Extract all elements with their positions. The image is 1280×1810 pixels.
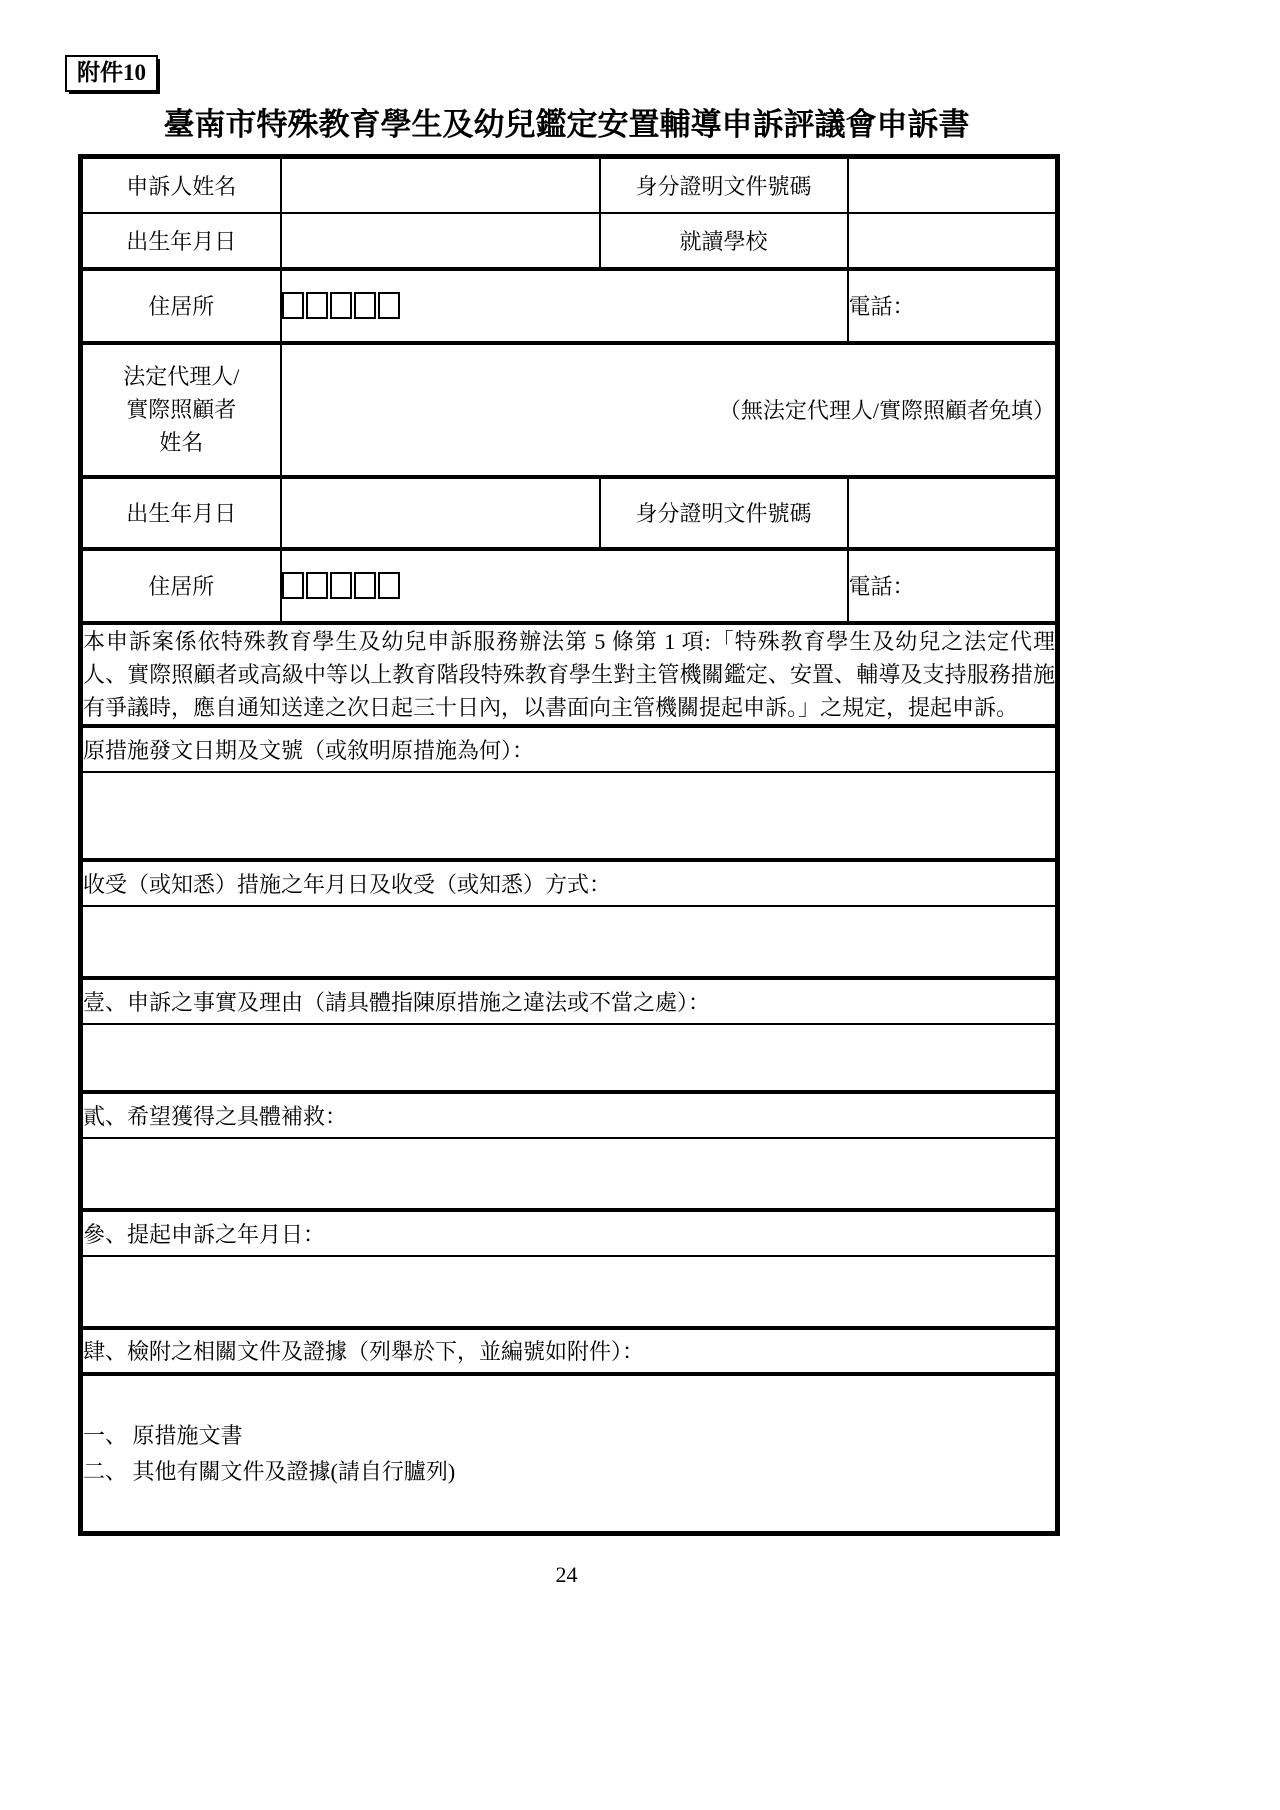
appellant-name-label: 申訴人姓名: [81, 157, 281, 213]
postal-code-boxes: [282, 292, 847, 319]
table-row: [81, 213, 1058, 269]
birthdate-label: 出生年月日: [81, 213, 281, 269]
table-row: [81, 978, 1058, 1024]
attachment-tag: 附件10: [65, 55, 158, 92]
table-row: [81, 549, 1058, 623]
section-header-remedy: 貳、希望獲得之具體補救：: [81, 1092, 1058, 1138]
guardian-note: （無法定代理人/實際照顧者免填）: [718, 398, 1055, 424]
appeal-date-field[interactable]: [81, 1256, 1058, 1328]
remedy-field[interactable]: [81, 1138, 1058, 1210]
page-title: 臺南市特殊教育學生及幼兒鑑定安置輔導申訴評議會申訴書: [163, 107, 970, 143]
table-row: [81, 623, 1058, 726]
appellant-name-field[interactable]: [281, 157, 600, 213]
id-number-field[interactable]: [848, 157, 1058, 213]
postal-code-box[interactable]: [330, 292, 352, 319]
id-number-label: 身分證明文件號碼: [600, 157, 848, 213]
guardian-name-label: [81, 343, 281, 477]
table-row: [81, 906, 1058, 978]
postal-code-box[interactable]: [354, 572, 376, 599]
guardian-name-label-line: 實際照顧者: [126, 397, 237, 423]
postal-code-box[interactable]: [378, 292, 400, 319]
postal-code-box[interactable]: [282, 292, 304, 319]
table-row: [81, 772, 1058, 860]
guardian-residence-label: 住居所: [81, 549, 281, 623]
postal-code-box[interactable]: [378, 572, 400, 599]
original-measure-field[interactable]: [81, 772, 1058, 860]
postal-code-box[interactable]: [306, 292, 328, 319]
table-row: [81, 1374, 1058, 1534]
table-row: [81, 1256, 1058, 1328]
postal-code-box[interactable]: [354, 292, 376, 319]
birthdate-field[interactable]: [281, 213, 600, 269]
page-number: 24: [555, 1562, 578, 1588]
section-header-attachments: 肆、檢附之相關文件及證據（列舉於下，並編號如附件）：: [81, 1328, 1058, 1374]
school-field[interactable]: [848, 213, 1058, 269]
table-row: [81, 269, 1058, 343]
attachments-list-field[interactable]: [81, 1374, 1058, 1534]
appeal-form-table: [78, 154, 1060, 1536]
guardian-birthdate-field[interactable]: [281, 477, 600, 549]
table-row: [81, 1138, 1058, 1210]
section-header-appeal-date: 參、提起申訴之年月日：: [81, 1210, 1058, 1256]
legal-basis-paragraph: 本申訴案係依特殊教育學生及幼兒申訴服務辦法第 5 條第 1 項:「特殊教育學生及幼兒之法定代理人、實際照顧者或高級中等以上教育階段特殊教育學生對主管機關鑑定、安置、輔導及支持服務措施有爭議時，應自通知送達之次日起三十日內，以書面向主管機關提起申訴。」之規定，提起申訴。: [81, 623, 1058, 726]
guardian-id-number-label: 身分證明文件號碼: [600, 477, 848, 549]
guardian-phone-field[interactable]: [848, 549, 1058, 623]
postal-code-box[interactable]: [330, 572, 352, 599]
guardian-birthdate-label: 出生年月日: [81, 477, 281, 549]
residence-label: 住居所: [81, 269, 281, 343]
phone-field[interactable]: [848, 269, 1058, 343]
guardian-name-field[interactable]: [281, 343, 1058, 477]
residence-field[interactable]: [281, 269, 848, 343]
table-row: [81, 343, 1058, 477]
phone-label: 電話：: [848, 574, 915, 600]
postal-code-box[interactable]: [282, 572, 304, 599]
attachment-item: 二、 其他有關文件及證據(請自行臚列): [83, 1458, 456, 1484]
attachment-item: 一、 原措施文書: [83, 1422, 243, 1448]
receipt-field[interactable]: [81, 906, 1058, 978]
postal-code-boxes: [282, 572, 847, 599]
guardian-id-number-field[interactable]: [848, 477, 1058, 549]
postal-code-box[interactable]: [306, 572, 328, 599]
table-row: [81, 1328, 1058, 1374]
table-row: [81, 860, 1058, 906]
section-header-receipt: 收受（或知悉）措施之年月日及收受（或知悉）方式：: [81, 860, 1058, 906]
section-header-facts: 壹、申訴之事實及理由（請具體指陳原措施之違法或不當之處）：: [81, 978, 1058, 1024]
school-label: 就讀學校: [600, 213, 848, 269]
table-row: [81, 1024, 1058, 1092]
table-row: [81, 1092, 1058, 1138]
section-header-original-measure: 原措施發文日期及文號（或敘明原措施為何）：: [81, 726, 1058, 772]
table-row: [81, 726, 1058, 772]
facts-field[interactable]: [81, 1024, 1058, 1092]
guardian-residence-field[interactable]: [281, 549, 848, 623]
table-row: [81, 477, 1058, 549]
table-row: [81, 1210, 1058, 1256]
guardian-name-label-line: 法定代理人/: [123, 364, 240, 390]
guardian-name-label-line: 姓名: [159, 430, 204, 456]
table-row: [81, 157, 1058, 213]
phone-label: 電話：: [848, 294, 915, 320]
